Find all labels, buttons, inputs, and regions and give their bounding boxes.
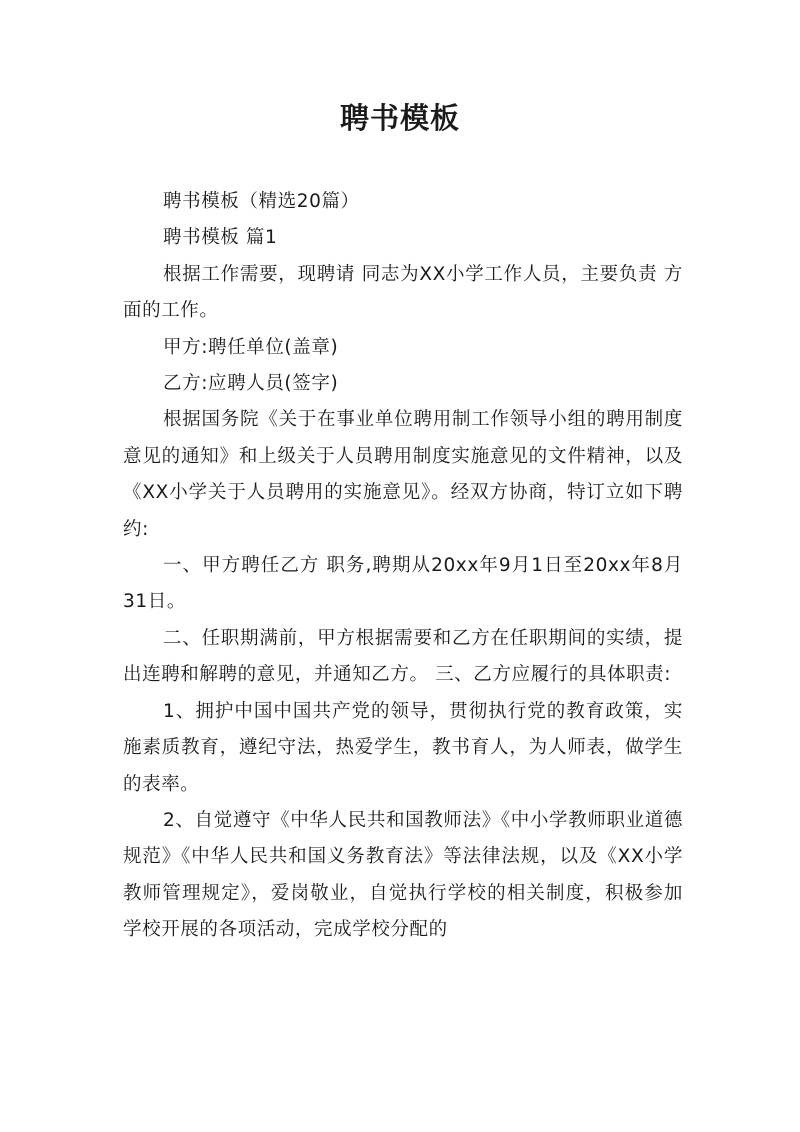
paragraph-appointment: 根据工作需要，现聘请 同志为XX小学工作人员，主要负责 方面的工作。 [123,263,683,322]
document-title: 聘书模板 [339,101,460,135]
paragraph-basis: 根据国务院《关于在事业单位聘用制工作领导小组的聘用制度意见的通知》和上级关于人员聘用制度实施意见的文件精神，以及《XX小学关于人员聘用的实施意见》。经双方协商，特订立如下聘约: [123,409,683,540]
paragraph-party-a: 甲方:聘任单位(盖章) [163,336,339,358]
paragraph-party-b: 乙方:应聘人员(签字) [163,373,339,395]
document-body [123,184,683,949]
paragraph-duty-1: 1、拥护中国中国共产党的领导，贯彻执行党的教育政策，实施素质教育，遵纪守法，热爱学生，教书育人，为人师表，做学生的表率。 [123,700,683,795]
paragraph-term: 一、甲方聘任乙方 职务,聘期从20xx年9月1日至20xx年8月31日。 [123,555,683,613]
paragraph-duty-2: 2、自觉遵守《中华人民共和国教师法》《中小学教师职业道德规范》《中华人民共和国义务教育法》等法律法规，以及《XX小学教师管理规定》，爱岗敬业，自觉执行学校的相关制度，积极参加学校开展的各项活动，完成学校分配的 [123,809,683,941]
paragraph-subtitle: 聘书模板（精选20篇） [163,191,360,212]
paragraph-section-heading: 聘书模板 篇1 [163,227,278,249]
paragraph-renewal: 二、任职期满前，甲方根据需要和乙方在任职期间的实绩，提出连聘和解聘的意见，并通知乙方。 三、乙方应履行的具体职责: [123,627,683,686]
